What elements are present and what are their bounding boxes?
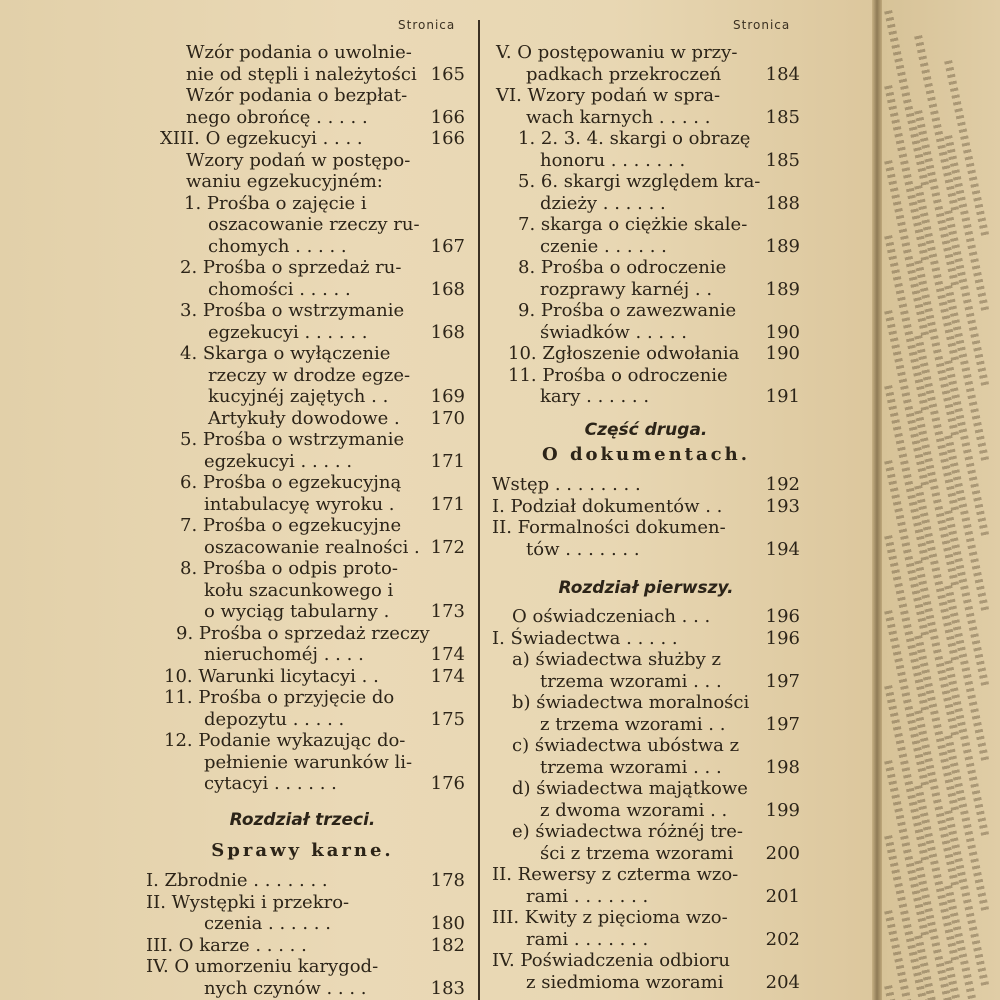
entry-title: kary . . . . . .	[540, 386, 650, 407]
right-toc-entry	[492, 628, 800, 650]
left-toc-entry	[140, 978, 465, 1000]
entry-page-number: 202	[765, 928, 800, 950]
entry-title: Wzór podania o uwolnie-	[186, 42, 412, 63]
entry-title: II. Formalności dokumen-	[492, 517, 726, 538]
section-heading-italic: Rozdział trzeci.	[229, 810, 376, 830]
right-toc-entry	[492, 193, 800, 215]
right-toc-entry	[492, 85, 800, 107]
left-toc-entry	[140, 709, 465, 731]
entry-title: 10. Zgłoszenie odwołania	[508, 343, 740, 364]
entry-page-number: 193	[765, 495, 800, 517]
entry-page-number: 198	[765, 756, 800, 778]
entry-page-number: 176	[430, 773, 465, 794]
entry-title: chomych . . . . .	[208, 235, 347, 257]
left-toc-entry	[140, 257, 465, 279]
entry-title: e) świadectwa różnéj tre-	[512, 821, 743, 842]
entry-page-number: 171	[430, 450, 465, 472]
left-toc-entry	[140, 773, 465, 795]
entry-page-number: 171	[430, 493, 465, 515]
right-toc-entry	[492, 150, 800, 172]
left-toc-entry	[140, 236, 465, 258]
left-toc-entry	[140, 515, 465, 537]
entry-title: 4. Skarga o wyłączenie	[180, 343, 391, 364]
entry-title: 1. Prośba o zajęcie i	[184, 192, 367, 214]
left-toc-entry	[140, 429, 465, 451]
left-toc-entry	[140, 601, 465, 623]
entry-page-number: 165	[430, 63, 465, 85]
left-column-header: Stronica	[398, 18, 456, 32]
entry-page-number: 174	[430, 644, 465, 665]
entry-title: rami . . . . . . .	[526, 928, 649, 950]
entry-title: IV. O umorzeniu karygod-	[146, 956, 379, 977]
entry-title: I. Podział dokumentów . .	[492, 495, 723, 517]
right-toc-entry	[492, 714, 800, 736]
right-toc-entry	[492, 539, 800, 561]
right-toc-entry	[492, 42, 800, 64]
entry-title: rzeczy w drodze egze-	[208, 364, 411, 386]
entry-page-number: 197	[765, 713, 800, 735]
entry-title: waniu egzekucyjném:	[186, 171, 383, 192]
right-toc-entry	[492, 322, 800, 344]
entry-title: 8. Prośba o odpis proto-	[180, 558, 398, 579]
right-toc-entry	[492, 300, 800, 322]
left-toc-entry	[140, 150, 465, 172]
entry-title: 7. skarga o ciężkie skale-	[518, 214, 748, 235]
right-toc-entry	[492, 236, 800, 258]
entry-page-number: 175	[430, 708, 465, 730]
entry-title: O oświadczeniach . . .	[512, 606, 711, 627]
right-toc-entry	[492, 843, 800, 865]
entry-title: depozytu . . . . .	[204, 708, 345, 730]
right-toc-entry	[492, 496, 800, 518]
right-toc-entry	[492, 692, 800, 714]
section-heading: O dokumentach.	[542, 444, 750, 465]
entry-title: 7. Prośba o egzekucyjne	[180, 515, 402, 536]
entry-title: oszacowanie rzeczy ru-	[208, 214, 420, 235]
left-toc-entry	[140, 558, 465, 580]
entry-title: III. O karze . . . . .	[146, 934, 307, 956]
entry-title: kołu szacunkowego i	[204, 579, 394, 601]
right-toc-entry	[492, 257, 800, 279]
entry-title: d) świadectwa majątkowe	[512, 778, 748, 799]
entry-title: 5. Prośba o wstrzymanie	[180, 429, 405, 450]
right-toc-entry	[492, 386, 800, 408]
left-toc-entry	[140, 64, 465, 86]
entry-page-number: 192	[765, 474, 800, 495]
right-toc-entry	[492, 171, 800, 193]
right-toc-entry	[492, 886, 800, 908]
entry-title: 11. Prośba o przyjęcie do	[164, 687, 395, 708]
left-toc-entry	[140, 666, 465, 688]
entry-page-number: 169	[430, 386, 465, 407]
left-toc-entry	[140, 537, 465, 559]
entry-title: egzekucyi . . . . .	[204, 450, 353, 472]
entry-page-number: 168	[430, 278, 465, 300]
entry-title: cytacyi . . . . . .	[204, 773, 337, 794]
left-toc-entry	[140, 913, 465, 935]
right-toc-entry	[492, 757, 800, 779]
entry-page-number: 191	[765, 386, 800, 407]
left-toc-entry	[140, 408, 465, 430]
entry-title: trzema wzorami . . .	[540, 756, 722, 778]
left-toc-entry	[140, 935, 465, 957]
left-toc-entry	[140, 85, 465, 107]
entry-page-number: 190	[765, 343, 800, 364]
right-toc-entry	[492, 950, 800, 972]
entry-title: nych czynów . . . .	[204, 977, 367, 999]
left-toc-entry	[140, 644, 465, 666]
left-toc-entry	[140, 300, 465, 322]
entry-title: nie od stępli i należytości	[186, 63, 417, 85]
entry-title: II. Występki i przekro-	[146, 891, 350, 913]
entry-title: Wstęp . . . . . . . .	[492, 474, 641, 495]
entry-title: intabulacyę wyroku .	[204, 493, 395, 515]
entry-page-number: 194	[765, 538, 800, 560]
entry-page-number: 196	[765, 627, 800, 649]
right-toc-entry	[492, 517, 800, 539]
entry-title: wach karnych . . . . .	[526, 106, 711, 128]
left-toc-entry	[140, 42, 465, 64]
entry-title: 2. Prośba o sprzedaż ru-	[180, 257, 402, 278]
entry-page-number: 197	[765, 670, 800, 692]
left-toc-entry	[140, 451, 465, 473]
entry-title: z dwoma wzorami . .	[540, 799, 728, 821]
entry-page-number: 204	[765, 971, 800, 993]
entry-title: czenia . . . . . .	[204, 913, 331, 934]
entry-title: dzieży . . . . . .	[540, 192, 666, 214]
entry-page-number: 184	[765, 63, 800, 85]
entry-page-number: 172	[430, 536, 465, 558]
column-divider	[478, 20, 480, 1000]
entry-page-number: 199	[765, 799, 800, 821]
entry-title: 5. 6. skargi względem kra-	[518, 171, 761, 192]
entry-page-number: 167	[430, 235, 465, 257]
entry-title: 3. Prośba o wstrzymanie	[180, 300, 405, 321]
left-toc-entry	[140, 279, 465, 301]
entry-title: ści z trzema wzorami	[540, 842, 734, 864]
entry-title: Artykuły dowodowe .	[208, 407, 400, 429]
entry-page-number: 170	[430, 407, 465, 429]
entry-title: 10. Warunki licytacyi . .	[164, 665, 379, 687]
right-toc-entry	[492, 214, 800, 236]
entry-title: rami . . . . . . .	[526, 885, 649, 907]
entry-title: z trzema wzorami . .	[540, 713, 726, 735]
entry-title: 9. Prośba o sprzedaż rzeczy	[176, 622, 430, 644]
entry-title: 6. Prośba o egzekucyjną	[180, 472, 402, 493]
entry-title: pełnienie warunków li-	[204, 751, 413, 773]
left-toc-entry	[140, 494, 465, 516]
entry-title: 11. Prośba o odroczenie	[508, 364, 728, 386]
left-toc-entry	[140, 386, 465, 408]
entry-page-number: 185	[765, 149, 800, 171]
right-toc-entry	[492, 907, 800, 929]
left-toc-entry	[140, 580, 465, 602]
entry-title: tów . . . . . . .	[526, 538, 640, 560]
entry-title: III. Kwity z pięcioma wzo-	[492, 907, 728, 928]
entry-page-number: 201	[765, 885, 800, 907]
right-toc-entry	[492, 606, 800, 628]
entry-title: c) świadectwa ubóstwa z	[512, 735, 740, 756]
adjacent-page	[882, 0, 1000, 1000]
right-toc-entry	[492, 864, 800, 886]
left-toc-entry	[140, 171, 465, 193]
left-toc-entry	[140, 128, 465, 150]
section-heading: Sprawy karne.	[211, 840, 394, 861]
right-toc-entry	[492, 778, 800, 800]
entry-title: o wyciąg tabularny .	[204, 601, 390, 622]
entry-page-number: 182	[430, 934, 465, 956]
right-toc-entry	[492, 64, 800, 86]
entry-title: honoru . . . . . . .	[540, 149, 686, 171]
entry-page-number: 185	[765, 106, 800, 128]
left-toc-entry	[140, 107, 465, 129]
entry-title: 12. Podanie wykazując do-	[164, 730, 406, 751]
right-toc-entry	[492, 128, 800, 150]
section-heading-italic: Rozdział pierwszy.	[558, 578, 734, 598]
entry-title: kucyjnéj zajętych . .	[208, 386, 389, 407]
left-toc-entry	[140, 365, 465, 387]
entry-title: II. Rewersy z czterma wzo-	[492, 864, 739, 885]
left-toc-entry	[140, 322, 465, 344]
entry-title: I. Świadectwa . . . . .	[492, 627, 678, 649]
entry-page-number: 174	[430, 665, 465, 687]
entry-title: b) świadectwa moralności	[512, 692, 750, 713]
entry-title: oszacowanie realności .	[204, 536, 420, 558]
right-toc-entry	[492, 107, 800, 129]
left-toc-entry	[140, 623, 465, 645]
page-gutter	[872, 0, 882, 1000]
entry-title: z siedmioma wzorami	[526, 971, 724, 993]
right-toc-entry	[492, 365, 800, 387]
entry-title: czenie . . . . . .	[540, 235, 667, 257]
entry-title: nieruchoméj . . . .	[204, 644, 364, 665]
entry-title: padkach przekroczeń	[526, 63, 722, 85]
entry-page-number: 166	[430, 106, 465, 128]
entry-title: 8. Prośba o odroczenie	[518, 257, 727, 278]
entry-page-number: 188	[765, 192, 800, 214]
entry-page-number: 166	[430, 128, 465, 149]
entry-title: IV. Poświadczenia odbioru	[492, 950, 730, 971]
entry-title: XIII. O egzekucyi . . . .	[160, 128, 363, 149]
left-toc-entry	[140, 730, 465, 752]
entry-page-number: 189	[765, 278, 800, 300]
left-toc-entry	[140, 193, 465, 215]
entry-title: egzekucyi . . . . . .	[208, 321, 368, 343]
right-toc-entry	[492, 279, 800, 301]
entry-page-number: 180	[430, 913, 465, 934]
right-toc-entry	[492, 474, 800, 496]
entry-title: Wzór podania o bezpłat-	[186, 85, 408, 106]
entry-page-number: 173	[430, 601, 465, 622]
entry-page-number: 189	[765, 235, 800, 257]
right-toc-entry	[492, 929, 800, 951]
right-toc-entry	[492, 735, 800, 757]
right-toc-entry	[492, 343, 800, 365]
left-toc-entry	[140, 956, 465, 978]
entry-page-number: 183	[430, 977, 465, 999]
entry-title: rozprawy karnéj . .	[540, 278, 713, 300]
entry-page-number: 196	[765, 606, 800, 627]
entry-title: nego obrońcę . . . . .	[186, 106, 368, 128]
entry-page-number: 190	[765, 321, 800, 343]
entry-page-number: 200	[765, 842, 800, 864]
right-toc-entry	[492, 649, 800, 671]
entry-title: V. O postępowaniu w przy-	[496, 42, 738, 63]
entry-title: 9. Prośba o zawezwanie	[518, 300, 737, 321]
entry-title: a) świadectwa służby z	[512, 649, 722, 670]
entry-title: chomości . . . . .	[208, 278, 351, 300]
left-toc-entry	[140, 752, 465, 774]
right-toc-entry	[492, 821, 800, 843]
left-toc-entry	[140, 687, 465, 709]
right-toc-entry	[492, 671, 800, 693]
left-toc-entry	[140, 892, 465, 914]
right-toc-entry	[492, 972, 800, 994]
left-toc-entry	[140, 472, 465, 494]
entry-page-number: 168	[430, 321, 465, 343]
entry-page-number: 178	[430, 870, 465, 891]
entry-title: I. Zbrodnie . . . . . . .	[146, 870, 328, 891]
left-toc-entry	[140, 343, 465, 365]
entry-title: świadków . . . . .	[540, 321, 688, 343]
entry-title: Wzory podań w postępo-	[186, 149, 411, 171]
entry-title: 1. 2. 3. 4. skargi o obrazę	[518, 128, 751, 149]
entry-title: trzema wzorami . . .	[540, 670, 722, 692]
entry-title: VI. Wzory podań w spra-	[496, 85, 721, 106]
right-column-header: Stronica	[733, 18, 791, 32]
right-toc-entry	[492, 800, 800, 822]
left-toc-entry	[140, 214, 465, 236]
section-heading-italic: Część druga.	[584, 420, 708, 440]
left-toc-entry	[140, 870, 465, 892]
